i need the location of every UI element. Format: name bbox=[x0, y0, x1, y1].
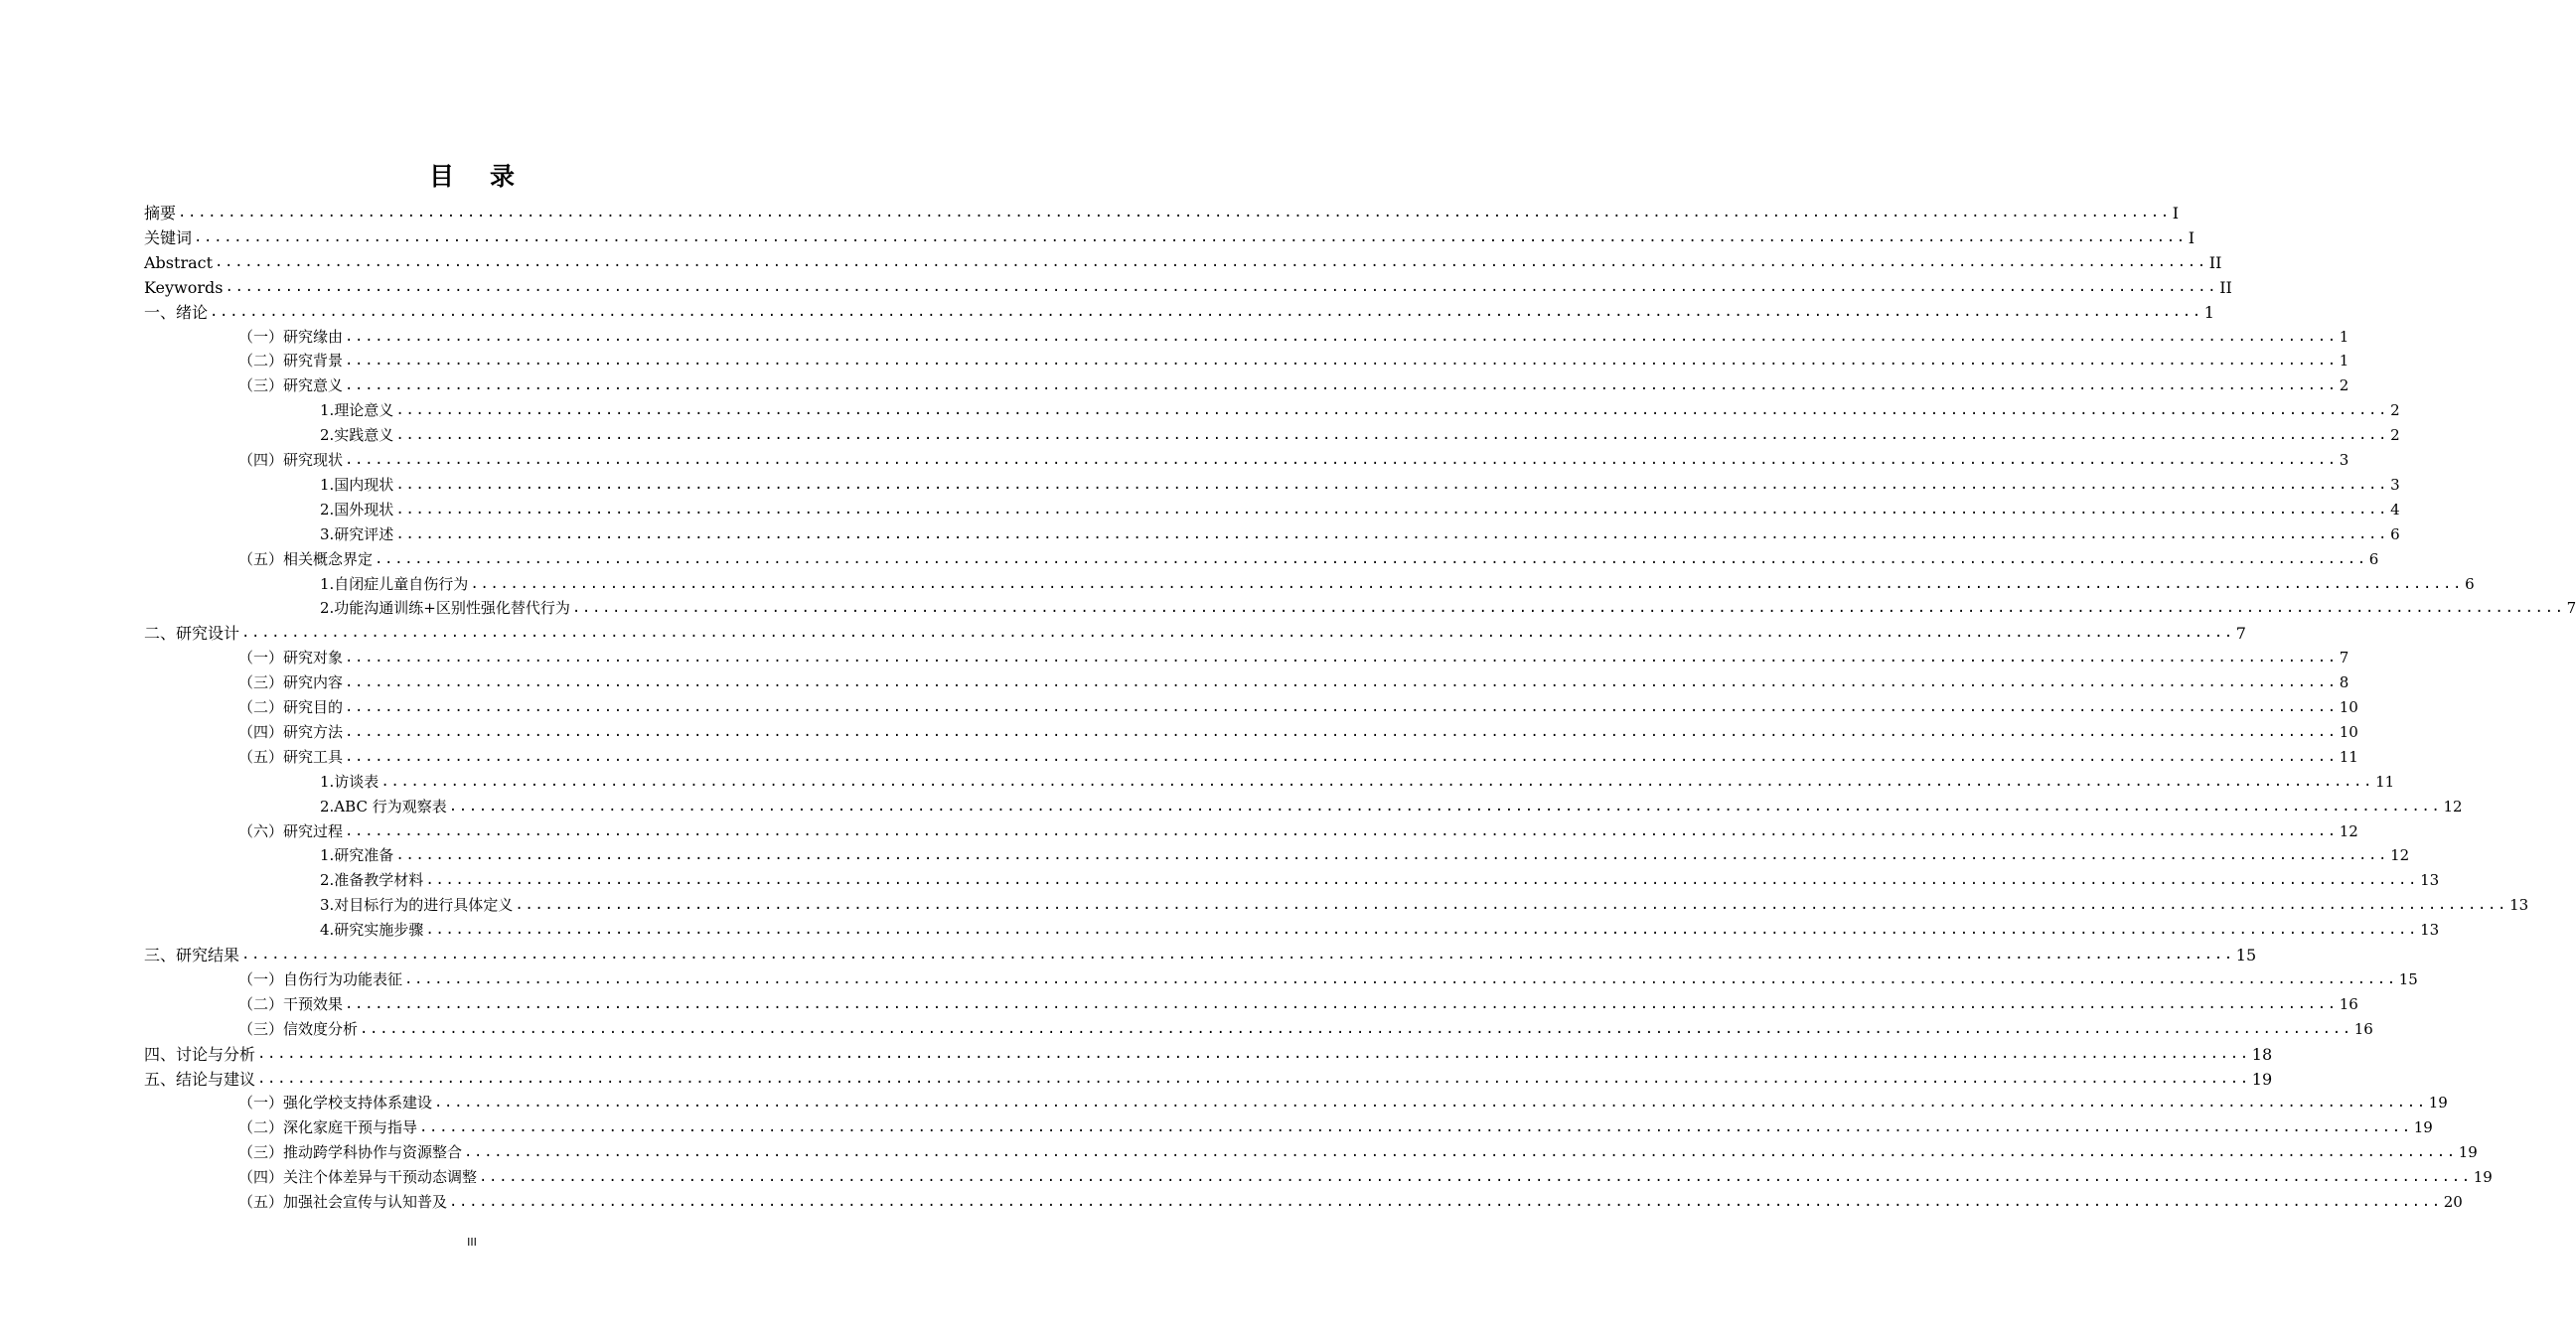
toc-entry[interactable] bbox=[238, 1140, 2478, 1165]
toc-entry-title: 2.实践意义 bbox=[320, 426, 394, 445]
toc-dot-leader: ........................................................................................................................................................................................................ bbox=[345, 995, 2338, 1012]
toc-entry-page-number: 12 bbox=[2339, 821, 2358, 840]
toc-entry-page-number: 19 bbox=[2428, 1094, 2448, 1112]
toc-entry-page-number: 13 bbox=[2509, 896, 2529, 915]
toc-entry-title: （三）研究意义 bbox=[238, 376, 344, 395]
toc-entry-page-number: 10 bbox=[2339, 698, 2358, 716]
toc-entry[interactable] bbox=[238, 547, 2379, 572]
toc-dot-leader: ........................................................................................................................................................................................................ bbox=[464, 1144, 2457, 1161]
toc-entry-title: 1.研究准备 bbox=[320, 846, 394, 865]
toc-entry-page-number: II bbox=[2208, 252, 2222, 272]
toc-entry-page-number: 12 bbox=[2390, 846, 2410, 865]
toc-entry[interactable] bbox=[238, 373, 2349, 398]
toc-entry[interactable] bbox=[238, 1091, 2448, 1115]
toc-entry-page-number: 20 bbox=[2443, 1193, 2463, 1211]
toc-dot-leader: ........................................................................................................................................................................................................ bbox=[395, 525, 2389, 542]
toc-entry-page-number: 2 bbox=[2390, 401, 2400, 420]
toc-entry[interactable] bbox=[144, 300, 2214, 325]
toc-entry-title: （五）相关概念界定 bbox=[238, 549, 374, 568]
toc-entry[interactable] bbox=[238, 967, 2418, 992]
toc-dot-leader: ........................................................................................................................................................................................................ bbox=[425, 922, 2419, 939]
toc-entry-title: （一）强化学校支持体系建设 bbox=[238, 1094, 433, 1112]
toc-entry-title: （四）研究现状 bbox=[238, 451, 344, 469]
toc-entry-page-number: 2 bbox=[2390, 426, 2400, 445]
toc-entry-page-number: 6 bbox=[2390, 524, 2400, 543]
toc-entry-title: 关键词 bbox=[144, 227, 193, 247]
toc-entry-title: （三）信效度分析 bbox=[238, 1019, 359, 1038]
toc-entry-title: （六）研究过程 bbox=[238, 821, 344, 840]
toc-entry-page-number: 6 bbox=[2368, 549, 2379, 568]
toc-dot-leader: ........................................................................................................................................................................................................ bbox=[345, 674, 2338, 691]
toc-entry[interactable] bbox=[320, 522, 2400, 547]
toc-entry-title: 2.国外现状 bbox=[320, 500, 394, 519]
toc-entry-title: Keywords bbox=[144, 277, 224, 297]
toc-entry[interactable] bbox=[320, 918, 2440, 943]
toc-entry[interactable] bbox=[238, 1165, 2493, 1190]
toc-entry[interactable] bbox=[238, 695, 2358, 720]
toc-entry-page-number: 10 bbox=[2339, 722, 2358, 741]
toc-entry-page-number: 3 bbox=[2339, 451, 2349, 469]
toc-entry-page-number: 7 bbox=[2235, 624, 2246, 644]
toc-entry[interactable] bbox=[238, 745, 2358, 770]
toc-entry-title: （一）研究对象 bbox=[238, 649, 344, 668]
toc-entry-page-number: 4 bbox=[2390, 500, 2400, 519]
toc-entry-page-number: II bbox=[2219, 277, 2232, 297]
toc-dot-leader: ........................................................................................................................................................................................................ bbox=[479, 1169, 2472, 1186]
toc-dot-leader: ........................................................................................................................................................................................................ bbox=[345, 723, 2338, 740]
toc-entry-title: 2.ABC 行为观察表 bbox=[320, 797, 447, 816]
toc-dot-leader: ........................................................................................................................................................................................................ bbox=[210, 303, 2202, 320]
toc-dot-leader: ........................................................................................................................................................................................................ bbox=[448, 798, 2442, 815]
toc-entry-title: （二）研究目的 bbox=[238, 698, 344, 716]
toc-dot-leader: ........................................................................................................................................................................................................ bbox=[345, 650, 2338, 667]
toc-dot-leader: ........................................................................................................................................................................................................ bbox=[571, 600, 2565, 617]
toc-dot-leader: ........................................................................................................................................................................................................ bbox=[345, 699, 2338, 715]
toc-entry-title: 1.国内现状 bbox=[320, 475, 394, 494]
toc-dot-leader: ........................................................................................................................................................................................................ bbox=[345, 377, 2338, 394]
toc-entry-title: （三）推动跨学科协作与资源整合 bbox=[238, 1143, 463, 1162]
toc-entry-title: 2.准备教学材料 bbox=[320, 871, 424, 890]
toc-dot-leader: ........................................................................................................................................................................................................ bbox=[470, 575, 2464, 592]
toc-entry-page-number: 1 bbox=[2203, 302, 2214, 322]
toc-entry-title: （一）自伤行为功能表征 bbox=[238, 969, 403, 988]
toc-entry-title: 一、绪论 bbox=[144, 302, 209, 322]
toc-dot-leader: ........................................................................................................................................................................................................ bbox=[345, 452, 2338, 468]
toc-dot-leader: ........................................................................................................................................................................................................ bbox=[404, 970, 2397, 987]
toc-entry-page-number: 18 bbox=[2251, 1044, 2273, 1064]
toc-entry-page-number: 7 bbox=[2339, 649, 2349, 668]
toc-entry-title: （二）研究背景 bbox=[238, 352, 344, 371]
toc-entry[interactable] bbox=[320, 398, 2400, 423]
toc-entry[interactable] bbox=[144, 201, 2180, 225]
toc-entry[interactable] bbox=[320, 596, 2576, 621]
toc-entry[interactable] bbox=[238, 1017, 2373, 1042]
toc-dot-leader: ........................................................................................................................................................................................................ bbox=[434, 1095, 2427, 1112]
toc-dot-leader: ........................................................................................................................................................................................................ bbox=[215, 253, 2207, 270]
toc-dot-leader: ........................................................................................................................................................................................................ bbox=[257, 1070, 2250, 1087]
toc-entry[interactable] bbox=[144, 1042, 2273, 1067]
toc-entry[interactable] bbox=[238, 448, 2349, 473]
toc-entry[interactable] bbox=[238, 325, 2349, 350]
toc-entry-title: （一）研究缘由 bbox=[238, 327, 344, 346]
page-number-footer: III bbox=[467, 1236, 477, 1249]
toc-dot-leader: ........................................................................................................................................................................................................ bbox=[178, 205, 2171, 221]
toc-entry[interactable] bbox=[320, 770, 2395, 795]
toc-dot-leader: ........................................................................................................................................................................................................ bbox=[395, 427, 2389, 444]
toc-entry[interactable] bbox=[144, 943, 2257, 967]
toc-entry[interactable] bbox=[238, 646, 2349, 670]
toc-entry-title: 2.功能沟通训练+区别性强化替代行为 bbox=[320, 599, 570, 618]
toc-entry[interactable] bbox=[238, 819, 2358, 844]
toc-entry[interactable] bbox=[144, 250, 2222, 275]
toc-dot-leader: ........................................................................................................................................................................................................ bbox=[375, 550, 2367, 567]
toc-entry-page-number: 3 bbox=[2390, 475, 2400, 494]
toc-entry[interactable] bbox=[238, 1190, 2463, 1215]
toc-dot-leader: ........................................................................................................................................................................................................ bbox=[257, 1045, 2250, 1062]
toc-entry-title: 1.访谈表 bbox=[320, 772, 379, 791]
toc-entry-title: （五）加强社会宣传与认知普及 bbox=[238, 1193, 448, 1211]
toc-entry[interactable] bbox=[238, 992, 2358, 1017]
toc-entry-page-number: 13 bbox=[2420, 871, 2440, 890]
toc-entry-page-number: 11 bbox=[2339, 747, 2358, 766]
toc-dot-leader: ........................................................................................................................................................................................................ bbox=[194, 228, 2187, 245]
toc-entry-page-number: 19 bbox=[2473, 1168, 2493, 1187]
toc-dot-leader: ........................................................................................................................................................................................................ bbox=[380, 773, 2374, 790]
toc-dot-leader: ........................................................................................................................................................................................................ bbox=[395, 847, 2389, 864]
toc-dot-leader: ........................................................................................................................................................................................................ bbox=[345, 353, 2338, 370]
toc-entry[interactable] bbox=[320, 843, 2410, 868]
toc-entry[interactable] bbox=[238, 349, 2349, 373]
toc-entry-title: 四、讨论与分析 bbox=[144, 1044, 256, 1064]
toc-entry[interactable] bbox=[144, 621, 2246, 646]
toc-dot-leader: ........................................................................................................................................................................................................ bbox=[345, 822, 2338, 839]
toc-entry-title: 三、研究结果 bbox=[144, 946, 240, 964]
toc-entry-page-number: 12 bbox=[2443, 797, 2463, 816]
toc-entry-title: Abstract bbox=[144, 252, 214, 272]
toc-entry-page-number: 1 bbox=[2339, 352, 2349, 371]
toc-entry[interactable] bbox=[320, 423, 2400, 448]
toc-entry-title: 二、研究设计 bbox=[144, 624, 240, 644]
toc-entry-page-number: I bbox=[2188, 227, 2196, 247]
toc-entry-title: （三）研究内容 bbox=[238, 673, 344, 692]
toc-dot-leader: ........................................................................................................................................................................................................ bbox=[345, 748, 2338, 765]
toc-entry-title: （二）深化家庭干预与指导 bbox=[238, 1118, 418, 1137]
toc-dot-leader: ........................................................................................................................................................................................................ bbox=[395, 501, 2389, 518]
toc-entry-title: 4.研究实施步骤 bbox=[320, 921, 424, 940]
toc-entry-page-number: 1 bbox=[2339, 327, 2349, 346]
toc-entry-page-number: 15 bbox=[2235, 946, 2257, 964]
toc-entry-title: 1.自闭症儿童自伤行为 bbox=[320, 574, 469, 593]
toc-entry-page-number: 7 bbox=[2566, 599, 2576, 618]
toc-entry[interactable] bbox=[320, 572, 2475, 597]
toc-dot-leader: ........................................................................................................................................................................................................ bbox=[395, 402, 2389, 419]
toc-entry-page-number: 13 bbox=[2420, 921, 2440, 940]
toc-entry-title: （四）关注个体差异与干预动态调整 bbox=[238, 1168, 478, 1187]
toc-dot-leader: ........................................................................................................................................................................................................ bbox=[419, 1119, 2412, 1136]
toc-entry[interactable] bbox=[238, 720, 2358, 745]
toc-entry-title: （五）研究工具 bbox=[238, 747, 344, 766]
toc-dot-leader: ........................................................................................................................................................................................................ bbox=[395, 476, 2389, 493]
toc-dot-leader: ........................................................................................................................................................................................................ bbox=[345, 328, 2338, 345]
toc-entry[interactable] bbox=[320, 473, 2400, 498]
toc-entry[interactable] bbox=[320, 868, 2440, 893]
toc-entry[interactable] bbox=[144, 275, 2232, 300]
page-title: 目录 bbox=[428, 162, 550, 191]
toc-entry[interactable] bbox=[320, 498, 2400, 522]
toc-dot-leader: ........................................................................................................................................................................................................ bbox=[449, 1194, 2442, 1210]
toc-entry-title: （二）干预效果 bbox=[238, 994, 344, 1013]
toc-entry-title: 3.对目标行为的进行具体定义 bbox=[320, 896, 514, 915]
toc-dot-leader: ........................................................................................................................................................................................................ bbox=[241, 625, 2234, 642]
toc-entry[interactable] bbox=[144, 1067, 2273, 1092]
toc-entry-title: 1.理论意义 bbox=[320, 401, 394, 420]
toc-entry-page-number: 11 bbox=[2375, 772, 2395, 791]
toc-entry[interactable] bbox=[238, 1115, 2433, 1140]
toc-entry[interactable] bbox=[320, 893, 2529, 918]
toc-entry-page-number: 16 bbox=[2353, 1019, 2373, 1038]
toc-entry-page-number: I bbox=[2172, 204, 2180, 222]
toc-entry-page-number: 19 bbox=[2413, 1118, 2433, 1137]
toc-entry[interactable] bbox=[238, 670, 2349, 695]
toc-entry-page-number: 19 bbox=[2251, 1069, 2273, 1089]
toc-entry-title: 五、结论与建议 bbox=[144, 1069, 256, 1089]
toc-entry-page-number: 15 bbox=[2398, 969, 2418, 988]
toc-entry-page-number: 19 bbox=[2458, 1143, 2478, 1162]
toc-entry-title: 3.研究评述 bbox=[320, 524, 394, 543]
toc-entry-page-number: 8 bbox=[2339, 673, 2349, 692]
toc-dot-leader: ........................................................................................................................................................................................................ bbox=[425, 872, 2419, 889]
toc-entry-page-number: 2 bbox=[2339, 376, 2349, 395]
toc-dot-leader: ........................................................................................................................................................................................................ bbox=[360, 1020, 2352, 1037]
toc-entry[interactable] bbox=[144, 225, 2196, 250]
toc-entry-title: 摘要 bbox=[144, 204, 177, 222]
toc-dot-leader: ........................................................................................................................................................................................................ bbox=[515, 897, 2508, 914]
toc-entry[interactable] bbox=[320, 795, 2463, 819]
toc-dot-leader: ........................................................................................................................................................................................................ bbox=[241, 947, 2234, 963]
toc-entry-page-number: 6 bbox=[2465, 574, 2475, 593]
toc-entry-title: （四）研究方法 bbox=[238, 722, 344, 741]
toc-entry-page-number: 16 bbox=[2339, 994, 2358, 1013]
toc-dot-leader: ........................................................................................................................................................................................................ bbox=[225, 278, 2218, 295]
